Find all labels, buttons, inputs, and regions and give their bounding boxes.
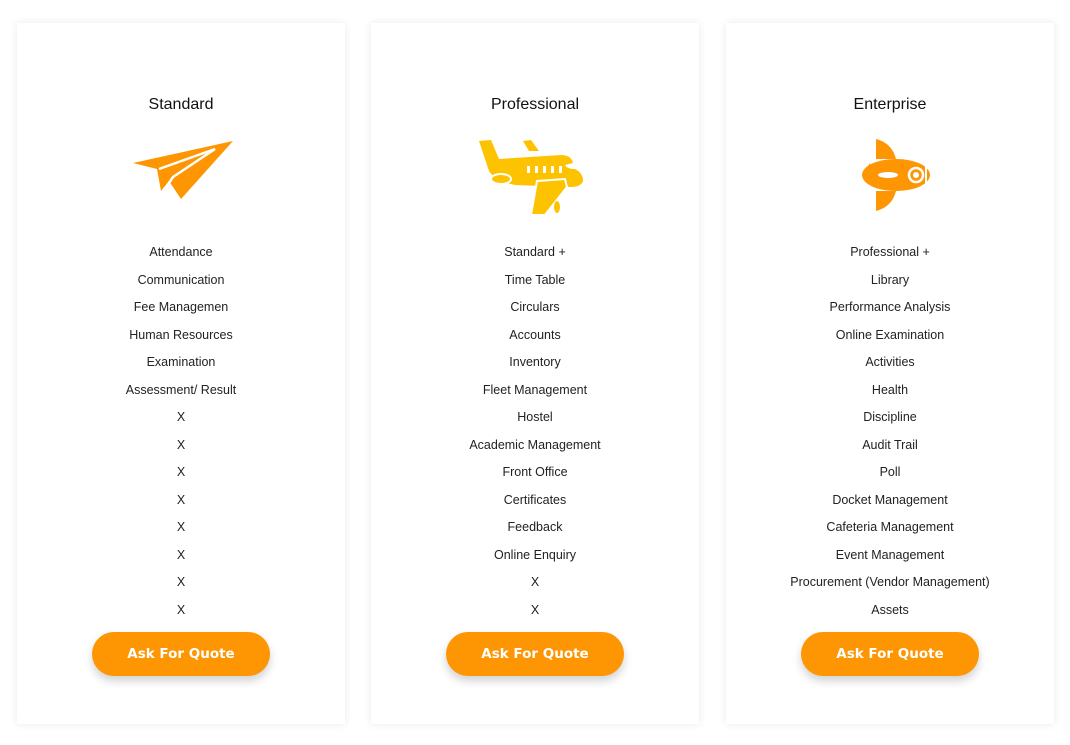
feature-item: Time Table [504, 272, 566, 287]
rocket-icon [830, 135, 950, 215]
feature-item: Performance Analysis [829, 300, 951, 314]
feature-list [371, 243, 699, 628]
ask-for-quote-button[interactable]: Ask For Quote [801, 632, 979, 676]
feature-item: Event Management [835, 547, 945, 562]
feature-item: Library [870, 272, 910, 287]
feature-item: Discipline [863, 410, 917, 424]
feature-item: Communication [137, 272, 225, 287]
feature-item: Audit Trail [862, 437, 918, 452]
feature-item: Hostel [517, 410, 553, 424]
plan-title: Professional [490, 96, 580, 113]
feature-item: X [176, 437, 186, 452]
plan-card-enterprise [726, 23, 1054, 724]
feature-item: X [176, 575, 186, 589]
feature-list [17, 243, 345, 628]
ask-for-quote-button[interactable]: Ask For Quote [92, 632, 270, 676]
feature-item: X [176, 602, 186, 617]
feature-item: Examination [146, 355, 216, 369]
feature-item: Docket Management [832, 492, 948, 507]
feature-list [726, 243, 1054, 628]
feature-item: Professional + [850, 245, 930, 259]
feature-item: Inventory [509, 355, 561, 369]
feature-item: Procurement (Vendor Management) [790, 575, 990, 589]
paper-plane-icon [121, 135, 241, 215]
feature-item: Academic Management [469, 437, 601, 452]
ask-for-quote-button[interactable]: Ask For Quote [446, 632, 624, 676]
feature-item: Activities [865, 355, 915, 369]
plan-card-professional [371, 23, 699, 724]
feature-item: Standard + [504, 245, 566, 259]
feature-item: Feedback [507, 520, 563, 534]
feature-item: X [176, 520, 186, 534]
feature-item: X [176, 547, 186, 562]
feature-item: Health [871, 382, 909, 397]
feature-item: X [176, 410, 186, 424]
feature-item: Poll [879, 465, 901, 479]
feature-item: Assessment/ Result [125, 382, 237, 397]
feature-item: Assets [871, 602, 909, 617]
feature-item: Online Enquiry [494, 547, 576, 562]
feature-item: Attendance [149, 245, 213, 259]
feature-item: X [176, 492, 186, 507]
plan-title: Standard [148, 96, 214, 113]
feature-item: X [530, 602, 540, 617]
feature-item: Circulars [510, 300, 560, 314]
feature-item: X [530, 575, 540, 589]
feature-item: Front Office [502, 465, 568, 479]
plan-title: Enterprise [853, 96, 927, 113]
feature-item: Certificates [503, 492, 567, 507]
feature-item: Online Examination [835, 327, 945, 342]
feature-item: Cafeteria Management [826, 520, 954, 534]
feature-item: Fleet Management [482, 382, 588, 397]
feature-item: X [176, 465, 186, 479]
plan-card-standard [17, 23, 345, 724]
airplane-icon [475, 135, 595, 215]
feature-item: Human Resources [129, 327, 233, 342]
feature-item: Fee Managemen [133, 300, 229, 314]
feature-item: Accounts [509, 327, 561, 342]
